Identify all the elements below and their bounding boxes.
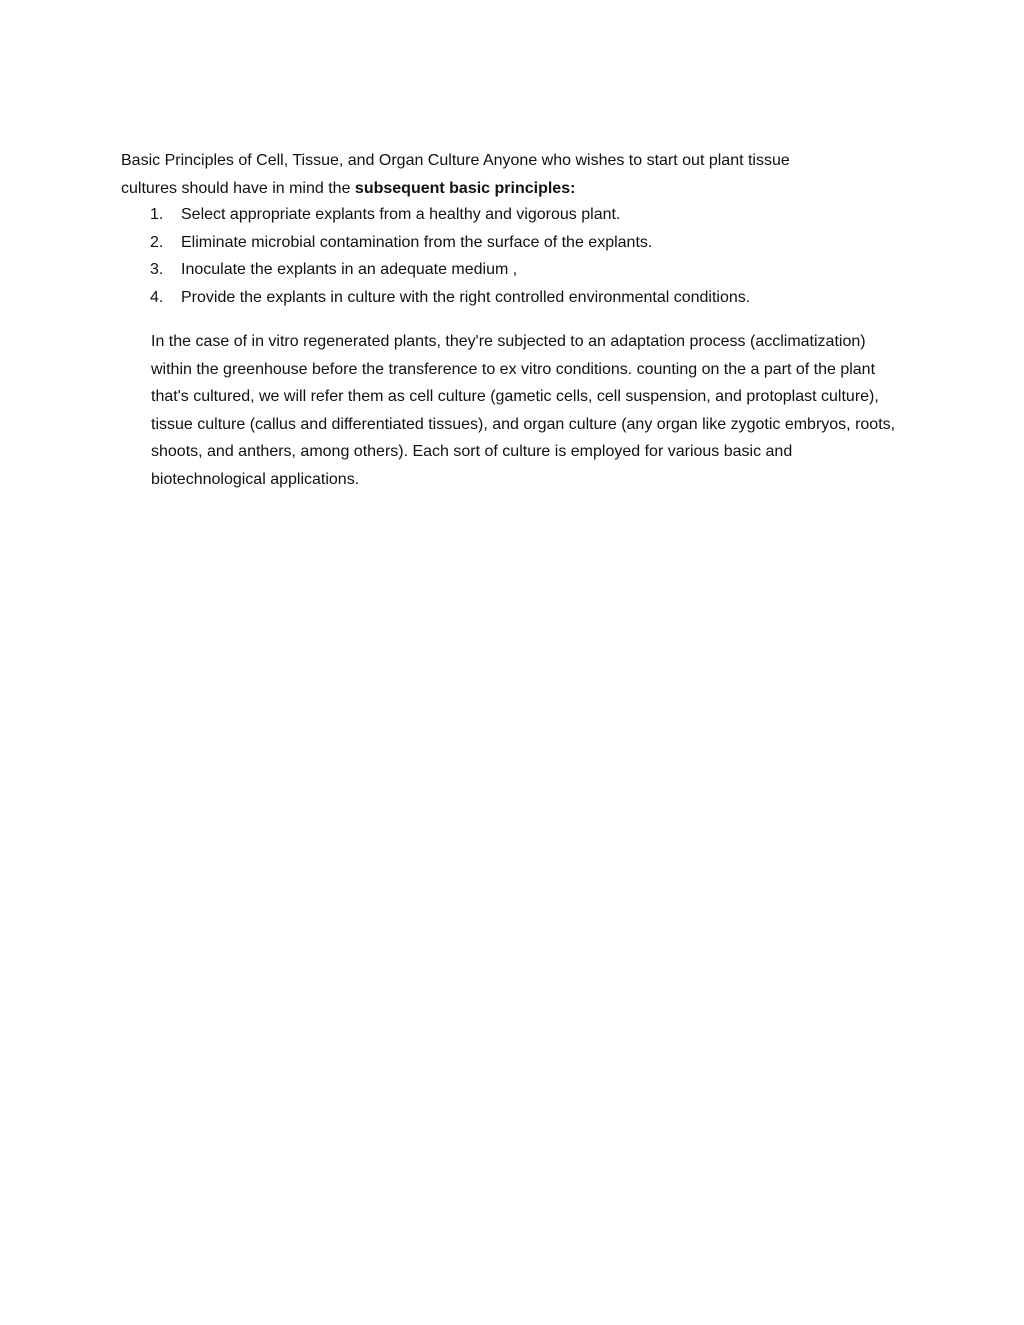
list-item-text: Eliminate microbial contamination from the surface of the explants. bbox=[181, 233, 653, 251]
list-item-text: Provide the explants in culture with the right controlled environmental conditions. bbox=[181, 288, 751, 306]
list-item bbox=[121, 284, 901, 312]
list-item-text: Inoculate the explants in an adequate medium , bbox=[181, 261, 518, 278]
list-item-number: 4. bbox=[150, 288, 164, 306]
intro-paragraph bbox=[121, 147, 841, 202]
intro-text: Basic Principles of Cell, Tissue, and Organ Culture Anyone who wishes to start out plant tissue cultures should have in mind the bbox=[121, 152, 790, 197]
list-item bbox=[121, 229, 901, 257]
list-item bbox=[121, 256, 901, 284]
body-paragraph: In the case of in vitro regenerated plants, they're subjected to an adaptation process (acclimatization) within the greenhouse before the transference to ex vitro conditions. counting on the a part of the plant that's cultured, we will refer them as cell culture (gametic cells, cell suspension, and protoplast culture), tissue culture (callus and differentiated tissues), and organ culture (any organ like zygotic embryos, roots, shoots, and anthers, among others). Each sort of culture is employed for various basic and biotechnological applications. bbox=[151, 333, 896, 488]
intro-bold-text: subsequent basic principles: bbox=[354, 179, 576, 197]
list-item-text: Select appropriate explants from a healthy and vigorous plant. bbox=[181, 206, 621, 223]
list-item-number: 2. bbox=[150, 233, 164, 251]
list-item-number: 1. bbox=[150, 206, 164, 223]
list-item-number: 3. bbox=[150, 261, 164, 278]
list-item bbox=[121, 201, 901, 229]
principles-list bbox=[121, 201, 901, 311]
